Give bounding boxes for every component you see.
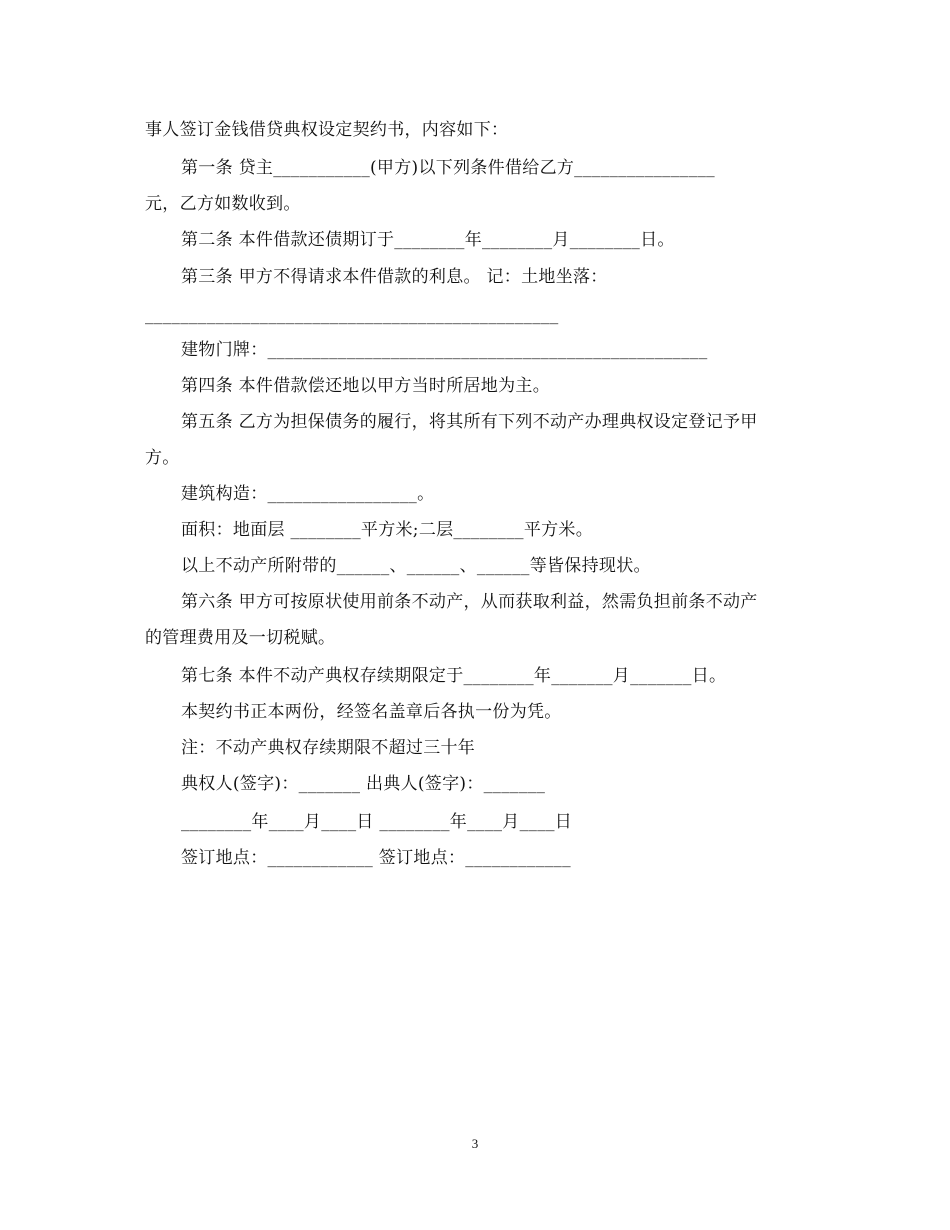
text-line: 方。 [145, 448, 180, 468]
article-1: 第一条 贷主___________(甲方)以下列条件借给乙方________________ [181, 158, 715, 178]
text-line: 元，乙方如数收到。 [145, 194, 301, 214]
note-line: 注：不动产典权存续期限不超过三十年 [181, 738, 476, 758]
article-7: 第七条 本件不动产典权存续期限定于________年_______月_______日。 [181, 666, 727, 686]
article-2: 第二条 本件借款还债期订于________年________月________日。 [181, 230, 675, 250]
page-number: 3 [471, 1136, 479, 1151]
blank-line: _______________________________________________ [145, 305, 559, 325]
article-3: 第三条 甲方不得请求本件借款的利息。 记：土地坐落： [181, 267, 608, 287]
article-4: 第四条 本件借款偿还地以甲方当时所居地为主。 [181, 376, 551, 396]
signing-place-line: 签订地点：____________ 签订地点：____________ [181, 848, 571, 868]
copies-line: 本契约书正本两份，经签名盖章后各执一份为凭。 [181, 702, 562, 722]
structure-line: 建筑构造：_________________。 [181, 484, 435, 504]
signature-line: 典权人(签字)：_______ 出典人(签字)：_______ [181, 774, 546, 794]
article-6: 第六条 甲方可按原状使用前条不动产，从而获取利益，然需负担前条不动产 [181, 592, 758, 612]
article-5: 第五条 乙方为担保债务的履行，将其所有下列不动产办理典权设定登记予甲 [181, 412, 758, 432]
building-number-line: 建物门牌：__________________________________________________ [181, 340, 708, 360]
date-line: ________年____月____日 ________年____月____日 [181, 812, 573, 832]
area-line: 面积：地面层 ________平方米;二层________平方米。 [181, 520, 594, 540]
text-line: 事人签订金钱借贷典权设定契约书，内容如下： [145, 120, 509, 140]
attachments-line: 以上不动产所附带的______、______、______等皆保持现状。 [181, 556, 651, 576]
text-line: 的管理费用及一切税赋。 [145, 628, 336, 648]
